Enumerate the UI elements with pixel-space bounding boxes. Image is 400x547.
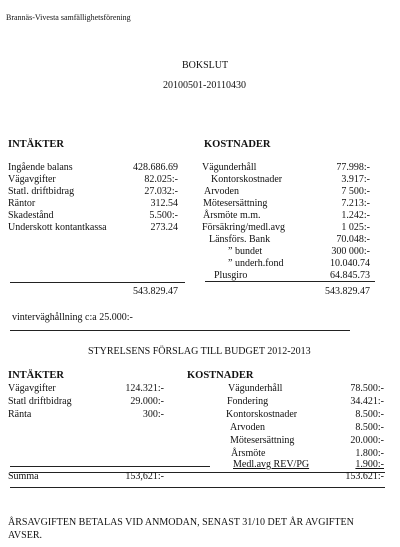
income-label: Räntor [8,198,36,209]
winter-maintenance-note: vinterväghållning c:a 25.000:- [12,312,133,323]
budget-income-label: Ränta [8,409,32,420]
expense-label: Mötesersättning [203,198,268,209]
income-heading: INTÄKTER [8,139,65,150]
expense-total-rule [205,281,375,282]
budget-expense-label: Kontorskostnader [226,409,298,420]
income-label: Underskott kontantkassa [8,222,107,233]
expense-value: 7.213:- [341,198,370,209]
period: 20100501-20110430 [163,80,246,91]
income-value: 27.032:- [144,186,178,197]
bottom-divider [10,487,385,488]
expense-value: 300 000:- [331,246,370,257]
budget-expense-value: 8.500:- [355,409,384,420]
budget-expense-label: Arvoden [230,422,265,433]
budget-income-total: 153,621:- [125,471,164,482]
budget-expense-label: Årsmöte [231,448,266,459]
income-value: 82.025:- [144,174,178,185]
budget-expense-label: Mötesersättning [230,435,295,446]
budget-income-total-rule [10,466,210,467]
budget-expense-value: 78.500:- [350,383,384,394]
budget-expense-value: 8.500:- [355,422,384,433]
expense-value: 1 025:- [341,222,370,233]
payment-note: ÅRSAVGIFTEN BETALAS VID ANMODAN, SENAST 31/10 DET ÅR AVGIFTEN AVSER. [8,517,354,541]
expense-value: 10.040.74 [330,258,370,269]
income-value: 273.24 [150,222,178,233]
expense-total: 543.829.47 [325,286,370,297]
budget-expense-label: Fondering [227,396,269,407]
expense-label: ” bundet [228,246,263,257]
income-value: 5.500:- [149,210,178,221]
income-label: Vägavgifter [8,174,56,185]
income-value: 312.54 [150,198,178,209]
expense-value: 7 500:- [341,186,370,197]
expense-value: 77.998:- [336,162,370,173]
expense-value: 1.242:- [341,210,370,221]
budget-income-heading: INTÄKTER [8,370,65,381]
expense-value: 64.845.73 [330,270,370,281]
section-divider [10,330,350,331]
budget-expense-heading: KOSTNADER [187,370,254,381]
budget-income-label: Vägavgifter [8,383,56,394]
income-label: Statl. driftbidrag [8,186,75,197]
budget-expense-label: Medl.avg REV/PG [233,459,310,470]
expense-label: Länsförs. Bank [209,234,271,245]
sum-label: Summa [8,471,39,482]
document-title: BOKSLUT [182,60,229,71]
expense-label: ” underh.fond [228,258,284,269]
income-value: 428.686.69 [133,162,178,173]
income-total: 543.829.47 [133,286,178,297]
budget-expense-value: 1.900:- [355,459,384,470]
expense-value: 3.917:- [341,174,370,185]
income-label: Skadestånd [8,210,54,221]
expense-label: Vägunderhåll [202,162,257,173]
expense-label: Kontorskostnader [211,174,283,185]
budget-income-value: 124.321:- [125,383,164,394]
organization-name: Brannäs-Vivesta samfällighetsförening [6,13,131,22]
budget-income-value: 300:- [142,409,164,420]
expense-label: Försäkring/medl.avg [202,222,286,233]
expense-label: Plusgiro [214,270,248,281]
budget-expense-total: 153.621:- [345,471,384,482]
budget-income-label: Statl driftbidrag [8,396,72,407]
income-label: Ingående balans [8,162,73,173]
budget-income-value: 29.000:- [130,396,164,407]
budget-expense-value: 20.000:- [350,435,384,446]
income-total-rule [10,282,185,283]
budget-title: STYRELSENS FÖRSLAG TILL BUDGET 2012-2013 [88,346,311,357]
budget-expense-value: 1.800:- [355,448,384,459]
expense-heading: KOSTNADER [204,139,271,150]
expense-value: 70.048:- [336,234,370,245]
budget-expense-value: 34.421:- [350,396,384,407]
budget-expense-label: Vägunderhåll [228,383,283,394]
expense-label: Arvoden [204,186,239,197]
expense-label: Årsmöte m.m. [203,210,261,221]
